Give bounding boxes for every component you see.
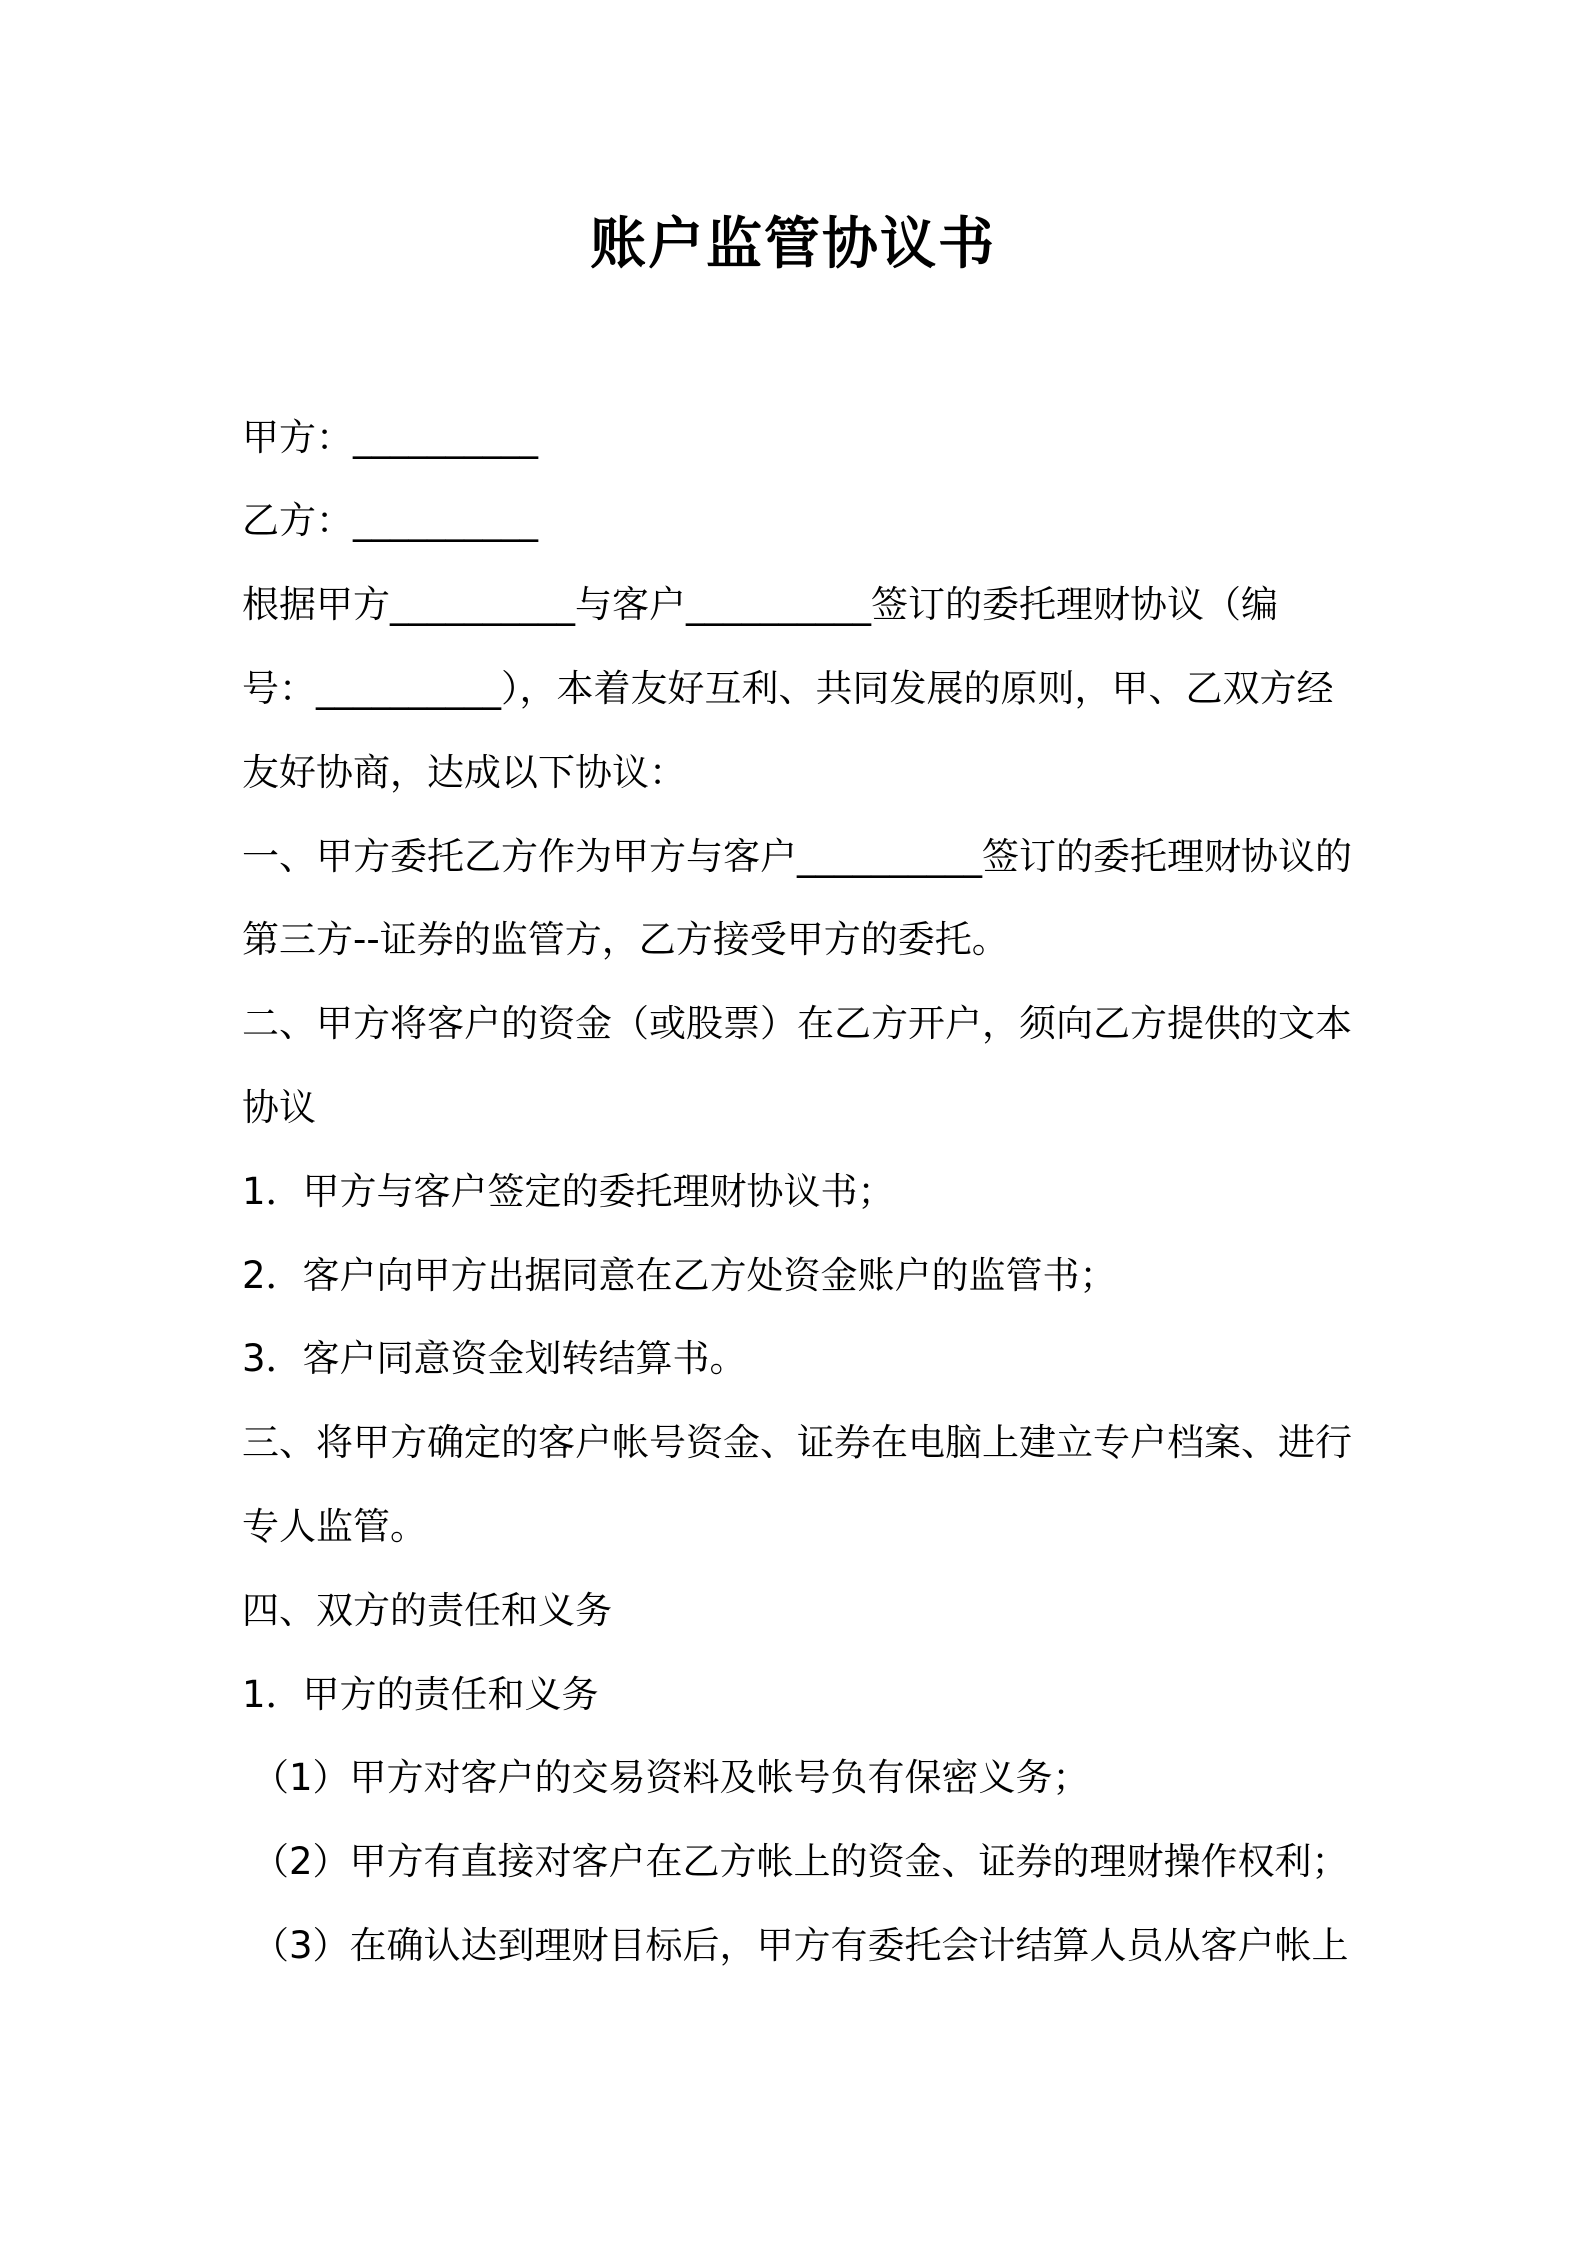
clause-2-item-3: 3．客户同意资金划转结算书。	[242, 1337, 747, 1380]
preamble-line-3: 友好协商，达成以下协议：	[242, 751, 686, 794]
clause-3-line-2: 专人监管。	[242, 1505, 427, 1548]
clause-2-item-1: 1．甲方与客户签定的委托理财协议书；	[242, 1170, 895, 1213]
document-title: 账户监管协议书	[590, 212, 996, 277]
clause-4-subheading-1: 1．甲方的责任和义务	[242, 1673, 599, 1716]
clause-4-1-item-2: （2）甲方有直接对客户在乙方帐上的资金、证券的理财操作权利；	[252, 1840, 1349, 1883]
party-a-line: 甲方：__________	[242, 416, 538, 459]
clause-4-1-item-3: （3）在确认达到理财目标后，甲方有委托会计结算人员从客户帐上	[252, 1924, 1349, 1967]
preamble-line-1: 根据甲方__________与客户__________签订的委托理财协议（编	[242, 583, 1278, 626]
party-b-line: 乙方：__________	[242, 499, 538, 542]
clause-2-line-2: 协议	[242, 1086, 316, 1129]
clause-2-line-1: 二、甲方将客户的资金（或股票）在乙方开户，须向乙方提供的文本	[242, 1002, 1352, 1045]
preamble-line-2: 号：__________），本着友好互利、共同发展的原则，甲、乙双方经	[242, 667, 1334, 710]
clause-4-heading: 四、双方的责任和义务	[242, 1589, 612, 1632]
clause-1-line-1: 一、甲方委托乙方作为甲方与客户__________签订的委托理财协议的	[242, 835, 1352, 878]
clause-2-item-2: 2．客户向甲方出据同意在乙方处资金账户的监管书；	[242, 1254, 1117, 1297]
clause-3-line-1: 三、将甲方确定的客户帐号资金、证券在电脑上建立专户档案、进行	[242, 1421, 1352, 1464]
clause-4-1-item-1: （1）甲方对客户的交易资料及帐号负有保密义务；	[252, 1756, 1090, 1799]
clause-1-line-2: 第三方--证券的监管方，乙方接受甲方的委托。	[242, 918, 1009, 961]
